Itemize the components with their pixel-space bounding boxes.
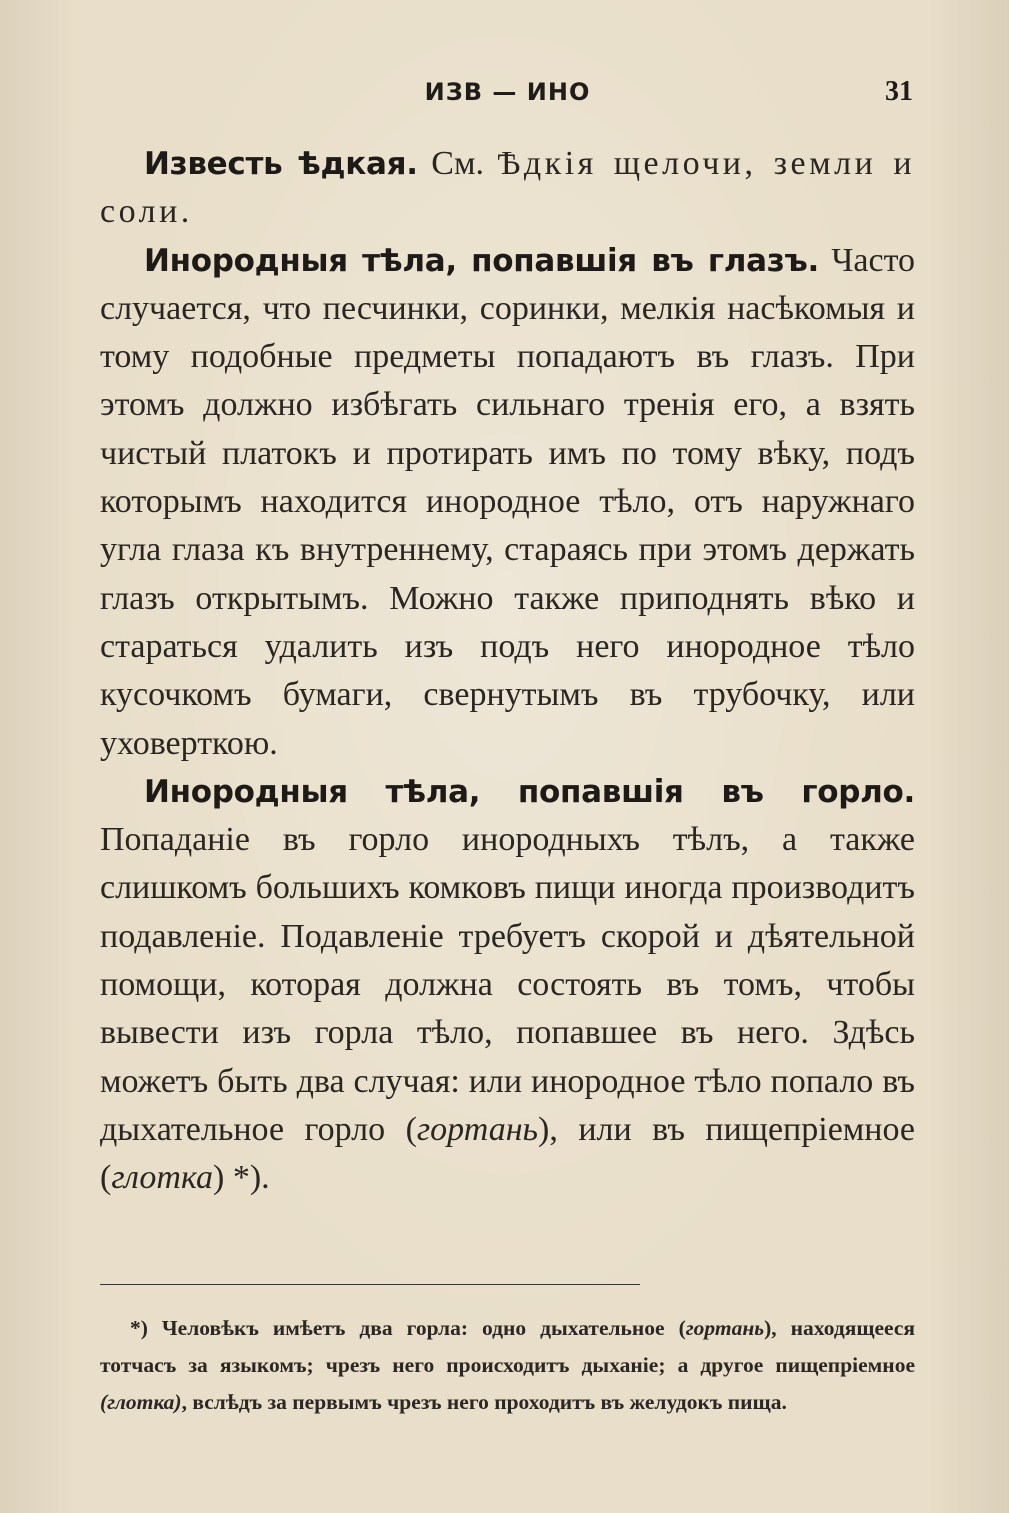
cross-reference: Ѣдкія щелочи, земли и соли.	[100, 145, 916, 231]
footnote-paragraph	[100, 1310, 915, 1421]
entry-text-continued: ), или въ пищепріемное (	[100, 1110, 915, 1197]
see-label: См.	[431, 145, 484, 182]
italic-term-pharynx: глотка	[111, 1159, 213, 1197]
footnote-divider	[100, 1284, 640, 1285]
entry-foreign-body-throat	[100, 768, 915, 1203]
footnote-text-continued: ), находящееся тотчасъ за языкомъ; чрезъ него происходитъ дыханіе; а другое пищепріемное	[100, 1316, 916, 1377]
entry-term: Инородныя тѣла, попавшія въ глазъ.	[144, 242, 819, 279]
page-number: 31	[885, 76, 913, 107]
body-text	[100, 140, 915, 1203]
footnote-text-end: , вслѣдъ за первымъ чрезъ него проходитъ въ желудокъ пища.	[181, 1390, 787, 1414]
footnote-italic-larynx: гортань	[685, 1316, 765, 1340]
entry-foreign-body-eye	[100, 237, 915, 768]
footnote-italic-pharynx: (глотка)	[100, 1390, 182, 1414]
entry-izvest	[100, 140, 915, 237]
entry-text: Попаданіе въ горло инородныхъ тѣлъ, а также слишкомъ большихъ комковъ пищи иногда производитъ подавленіе. Подавленіе требуетъ скорой и дѣятельной помощи, которая должна состоять въ томъ, чтобы вывести изъ горла тѣло, попавшее въ него. Здѣсь можетъ быть два случая: или инородное тѣло попало въ дыхательное горло (	[100, 821, 915, 1148]
entry-text-end: ) *).	[213, 1159, 270, 1197]
entry-text: Часто случается, что песчинки, соринки, мелкія насѣкомыя и тому подобные предметы попадаютъ въ глазъ. При этомъ должно избѣгать сильнаго тренія его, а взять чистый платокъ и протирать имъ по тому вѣку, подъ которымъ находится инородное тѣло, отъ наружнаго угла глаза къ внутреннему, стараясь при этомъ держать глазъ открытымъ. Можно также приподнять вѣко и стараться удалить изъ подъ него инородное тѣло кусочкомъ бумаги, свернутымъ въ трубочку, или уховерткою.	[100, 241, 916, 762]
footnote-text: Человѣкъ имѣетъ два горла: одно дыхательное (	[161, 1316, 686, 1340]
entry-term: Инородныя тѣла, попавшія въ горло.	[144, 773, 915, 810]
page-header	[100, 74, 915, 114]
footnote-mark: *)	[130, 1316, 148, 1340]
entry-term: Известь ѣдкая.	[144, 146, 418, 182]
running-head: ИЗВ — ИНО	[424, 78, 591, 106]
footnote	[100, 1310, 915, 1421]
italic-term-larynx: гортань	[416, 1110, 539, 1148]
